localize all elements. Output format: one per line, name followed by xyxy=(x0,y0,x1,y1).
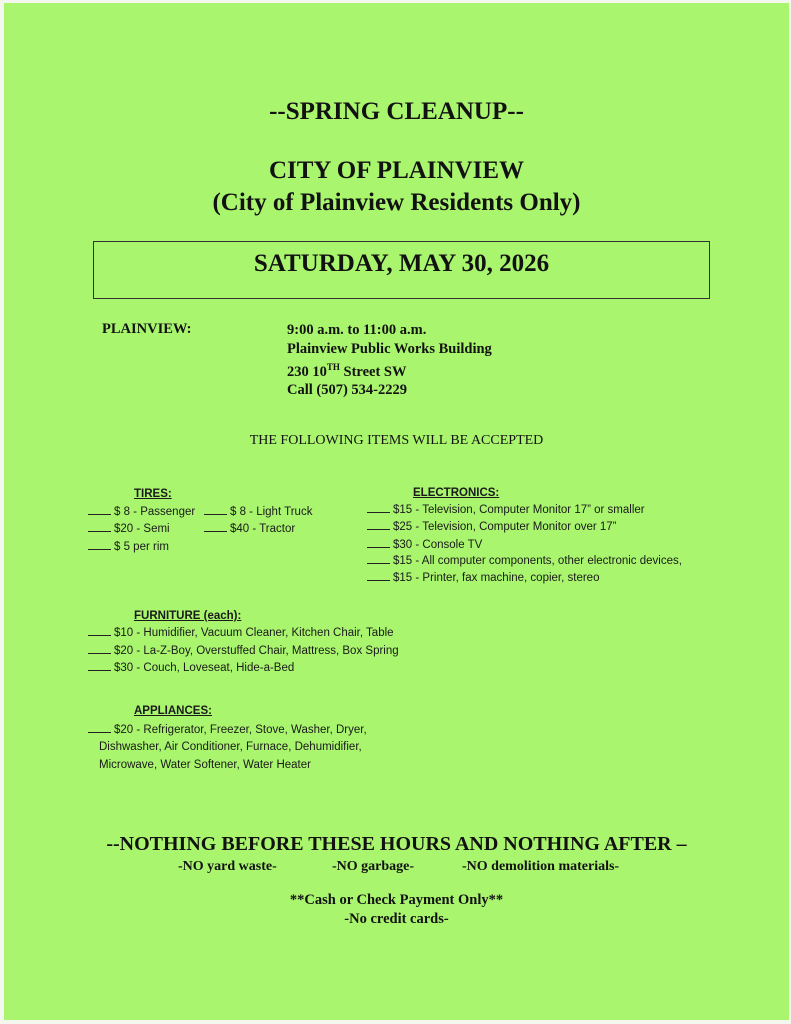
no-yard-waste: -NO yard waste- xyxy=(178,859,277,874)
list-item: $40 - Tractor xyxy=(204,521,295,539)
furniture-heading: FURNITURE (each): xyxy=(134,610,242,622)
flyer-sheet xyxy=(4,3,789,1020)
no-demolition: -NO demolition materials- xyxy=(462,859,620,874)
event-time: 9:00 a.m. to 11:00 a.m. xyxy=(287,322,427,338)
list-item: $30 - Console TV xyxy=(367,537,482,555)
event-phone: Call (507) 534-2229 xyxy=(287,382,408,399)
electronics-heading: ELECTRONICS: xyxy=(413,487,500,499)
list-item: $15 - Printer, fax machine, copier, stereo xyxy=(367,570,599,588)
list-item: $20 - Refrigerator, Freezer, Stove, Washer, Dryer, xyxy=(88,722,367,740)
event-address: 230 10TH Street SW xyxy=(287,362,407,380)
event-building: Plainview Public Works Building xyxy=(287,340,492,357)
list-item: $15 - All computer components, other electronic devices, xyxy=(367,553,682,571)
list-item: $ 8 - Light Truck xyxy=(204,504,312,522)
list-item: $20 - La-Z-Boy, Overstuffed Chair, Mattress, Box Spring xyxy=(88,643,399,661)
restriction-notice: --NOTHING BEFORE THESE HOURS AND NOTHING AFTER – xyxy=(106,833,687,855)
list-item: $25 - Television, Computer Monitor over 17” xyxy=(367,519,617,537)
accepted-heading: THE FOLLOWING ITEMS WILL BE ACCEPTED xyxy=(249,433,544,448)
list-item: $30 - Couch, Loveseat, Hide-a-Bed xyxy=(88,660,294,678)
no-credit-note: -No credit cards- xyxy=(344,911,449,927)
location-label: PLAINVIEW: xyxy=(102,321,192,337)
date-box xyxy=(93,241,710,299)
tires-heading: TIRES: xyxy=(134,488,172,500)
flyer-title: --SPRING CLEANUP-- xyxy=(269,98,524,125)
location-details xyxy=(287,321,492,400)
list-item: $ 8 - Passenger xyxy=(88,504,195,522)
list-item: $20 - Semi xyxy=(88,521,170,539)
appliances-line-3: Microwave, Water Softener, Water Heater xyxy=(99,759,311,771)
appliances-line-2: Dishwasher, Air Conditioner, Furnace, Dehumidifier, xyxy=(99,741,362,753)
list-item: $10 - Humidifier, Vacuum Cleaner, Kitchen Chair, Table xyxy=(88,625,394,643)
city-name: CITY OF PLAINVIEW xyxy=(268,157,525,184)
payment-note: **Cash or Check Payment Only** xyxy=(289,892,504,908)
residents-note: (City of Plainview Residents Only) xyxy=(212,189,581,216)
list-item: $ 5 per rim xyxy=(88,539,169,557)
list-item: $15 - Television, Computer Monitor 17” or smaller xyxy=(367,502,645,520)
event-date: SATURDAY, MAY 30, 2026 xyxy=(253,250,550,277)
appliances-heading: APPLIANCES: xyxy=(134,705,212,717)
no-garbage: -NO garbage- xyxy=(332,859,415,874)
